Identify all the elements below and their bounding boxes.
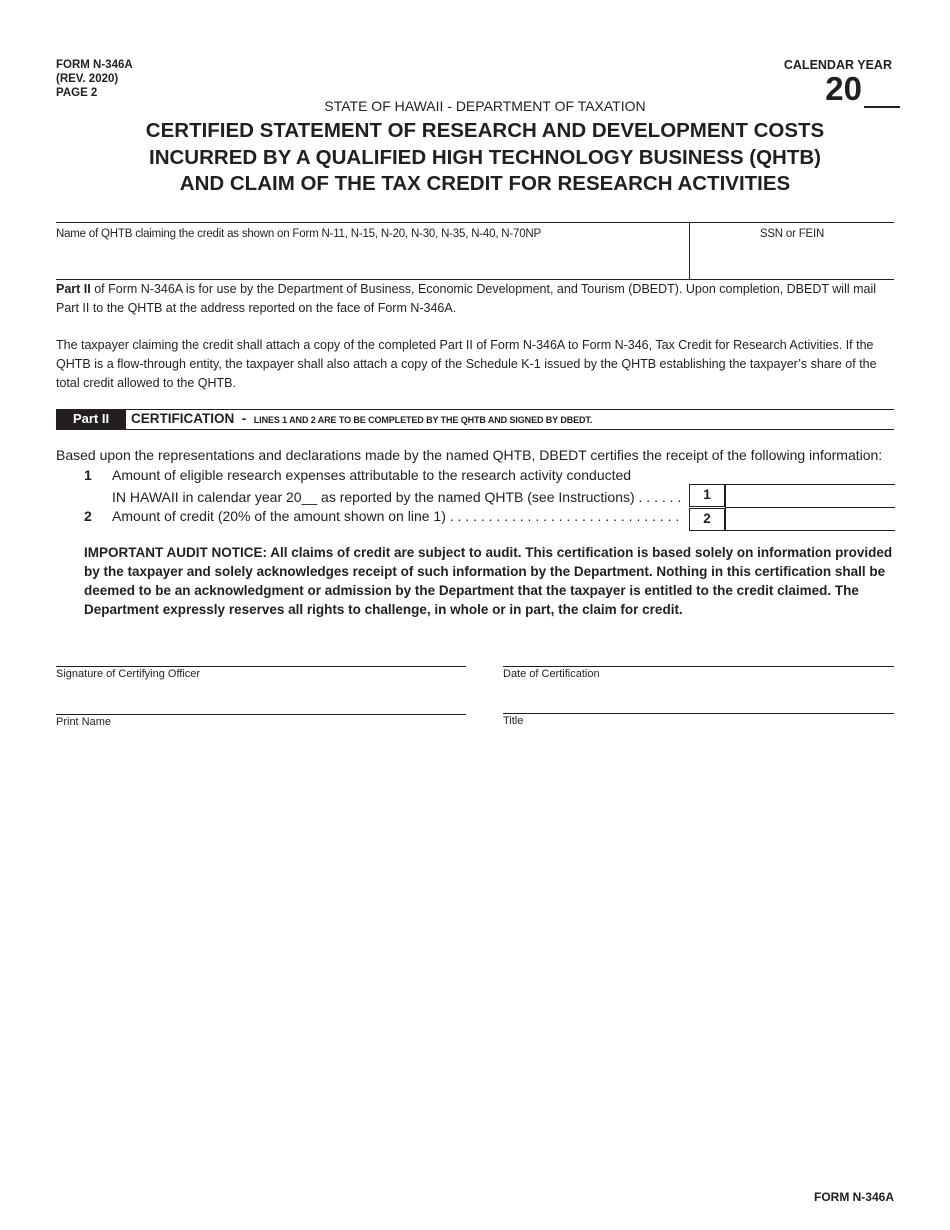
calendar-year-prefix: 20 (825, 70, 862, 107)
line-1-text-a: Amount of eligible research expenses attributable to the research activity conducted (112, 467, 632, 483)
line-2-box-label: 2 (689, 508, 725, 531)
heading-dash: - (241, 411, 247, 426)
certification-intro: Based upon the representations and declarations made by the named QHTB, DBEDT certifies the receipt of the following information: (56, 447, 883, 463)
taxpayer-info-box (56, 222, 894, 280)
title-line-1: CERTIFIED STATEMENT OF RESEARCH AND DEVELOPMENT COSTS (145, 119, 825, 142)
signature-label: Signature of Certifying Officer (56, 666, 466, 680)
title-field[interactable] (503, 713, 894, 741)
form-identifier (56, 58, 133, 100)
intro-paragraph-1-text: of Form N-346A is for use by the Department of Business, Economic Development, and Tourism (DBEDT). Upon completion, DBEDT will mail Part II to the QHTB at the address reported on the face of Form N-346A. (56, 282, 877, 315)
line-1-text-b: IN HAWAII in calendar year 20__ as reported by the named QHTB (see Instructions) . . . . . . (112, 489, 682, 505)
title-line-3: AND CLAIM OF THE TAX CREDIT FOR RESEARCH ACTIVITIES (179, 172, 791, 195)
certification-title: CERTIFICATION (131, 411, 235, 426)
footer-form-id: FORM N-346A (813, 1190, 894, 1204)
form-title (0, 118, 950, 198)
line-1-box-label: 1 (689, 484, 725, 507)
certification-heading (131, 410, 592, 429)
line-2-text: Amount of credit (20% of the amount shown on line 1) . . . . . . . . . . . . . . . . . . . . . . . . . . . . . . (112, 508, 680, 524)
line-1-amount-field[interactable] (725, 484, 895, 508)
part-ii-tag: Part II (56, 410, 126, 429)
ssn-fein-field[interactable] (696, 245, 890, 275)
qhtb-name-label: Name of QHTB claiming the credit as shown on Form N-11, N-15, N-20, N-30, N-35, N-40, N-70NP (56, 228, 542, 240)
title-line-2: INCURRED BY A QUALIFIED HIGH TECHNOLOGY BUSINESS (QHTB) (149, 145, 821, 169)
line-2-amount-field[interactable] (725, 508, 895, 531)
intro-paragraph-2: The taxpayer claiming the credit shall attach a copy of the completed Part II of Form N-346A to Form N-346, Tax Credit for Research Activities. If the QHTB is a flow-through entity, the taxpayer shall also attach a copy of the Schedule K-1 issued by the QHTB establishing the taxpayer’s share of the total credit allowed to the QHTB. (56, 338, 877, 390)
form-number: FORM N-346A (56, 59, 133, 71)
ssn-fein-label: SSN or FEIN (759, 228, 825, 240)
date-field[interactable] (503, 666, 894, 694)
signature-field[interactable] (56, 666, 466, 694)
intro-paragraph-1 (56, 280, 896, 318)
line-1-number: 1 (84, 467, 92, 483)
part-ii-header (56, 409, 894, 430)
audit-notice: IMPORTANT AUDIT NOTICE: All claims of credit are subject to audit. This certification is based solely on information provided by the taxpayer and solely acknowledges receipt of such information by the Department. Nothing in this certification shall be deemed to be an acknowledgment or admission by the Department that the taxpayer is entitled to the credit claimed. The Department expressly reserves all rights to challenge, in whole or in part, the claim for credit. (84, 545, 893, 617)
print-name-field[interactable] (56, 714, 466, 742)
agency-name: STATE OF HAWAII - DEPARTMENT OF TAXATION (324, 98, 646, 114)
line-2-number: 2 (84, 508, 92, 524)
page-number: PAGE 2 (56, 87, 98, 99)
qhtb-name-field[interactable] (56, 245, 684, 275)
date-label: Date of Certification (503, 666, 894, 680)
calendar-year-label: CALENDAR YEAR (783, 58, 892, 72)
title-label: Title (503, 713, 894, 727)
part-ii-bold: Part II (56, 282, 91, 296)
form-revision: (REV. 2020) (56, 73, 119, 85)
certification-subheading: LINES 1 AND 2 ARE TO BE COMPLETED BY THE QHTB AND SIGNED BY DBEDT. (253, 415, 593, 425)
print-name-label: Print Name (56, 714, 466, 728)
